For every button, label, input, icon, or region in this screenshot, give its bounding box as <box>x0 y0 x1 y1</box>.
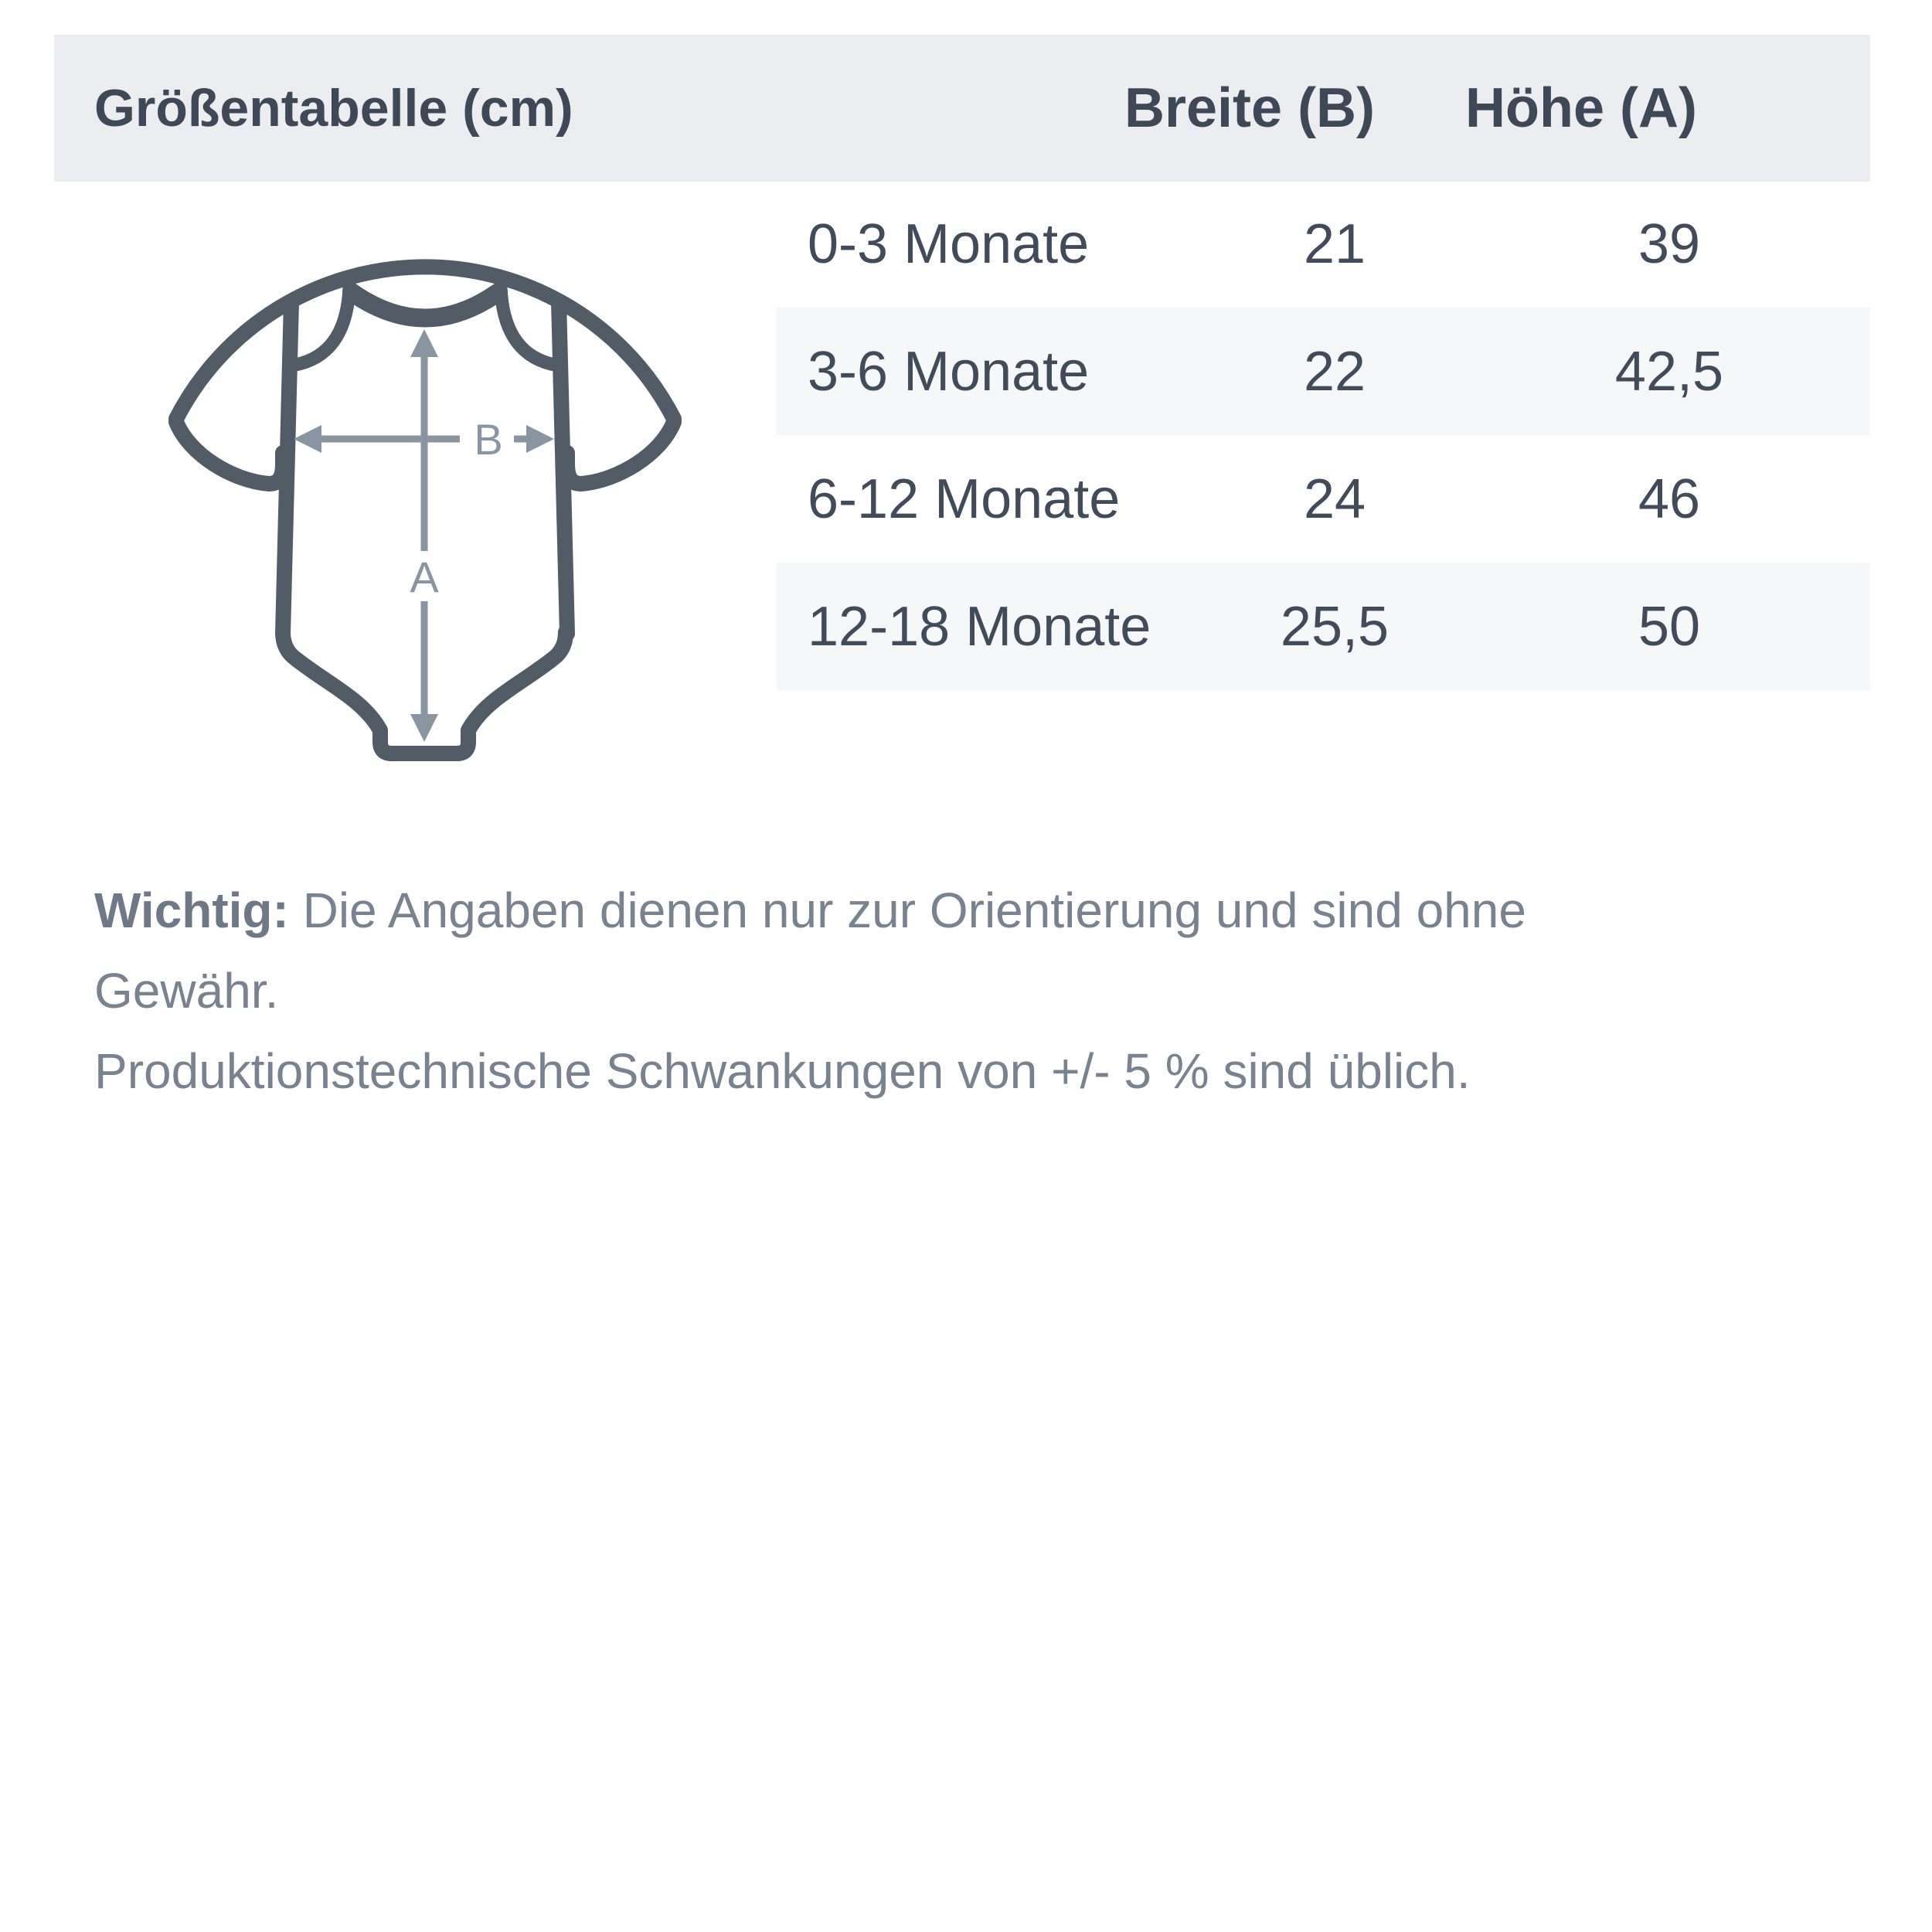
size-label: 3-6 Monate <box>808 340 1090 403</box>
size-table <box>777 180 1870 690</box>
table-row <box>777 180 1870 308</box>
width-value: 24 <box>1303 468 1366 530</box>
table-header-band <box>54 35 1870 182</box>
size-label: 12-18 Monate <box>808 595 1151 658</box>
disclaimer-note <box>94 870 1609 1111</box>
height-value: 42,5 <box>1614 340 1724 403</box>
table-row <box>777 308 1870 435</box>
disclaimer-line1: Die Angaben dienen nur zur Orientierung und sind ohne Gewähr. <box>94 883 1526 1019</box>
table-row <box>777 563 1870 690</box>
table-row <box>777 435 1870 563</box>
width-value: 21 <box>1303 213 1366 275</box>
neckline-band <box>352 292 498 318</box>
disclaimer-line2: Produktionstechnische Schwankungen von +/- 5 % sind üblich. <box>94 1043 1471 1099</box>
width-label-b: B <box>474 415 503 464</box>
size-label: 0-3 Monate <box>808 213 1090 275</box>
arrowhead-left <box>294 425 321 453</box>
column-header-width: Breite (B) <box>1124 77 1376 139</box>
height-value: 50 <box>1638 595 1701 658</box>
size-chart-title: Größentabelle (cm) <box>94 79 573 138</box>
arrowhead-right <box>526 425 554 453</box>
arrowhead-up <box>410 329 438 357</box>
height-label-a: A <box>410 553 439 601</box>
bodysuit-measurement-diagram <box>131 232 719 819</box>
right-sleeve-cuff <box>567 422 674 484</box>
height-value: 39 <box>1638 213 1701 275</box>
left-sleeve-cuff <box>176 422 283 484</box>
measurement-arrows <box>317 348 529 716</box>
left-body-edge <box>283 301 291 634</box>
width-value: 22 <box>1303 340 1366 403</box>
width-value: 25,5 <box>1280 595 1389 658</box>
column-header-height: Höhe (A) <box>1465 77 1697 139</box>
height-value: 46 <box>1638 468 1701 530</box>
arrowhead-down <box>410 714 438 742</box>
size-label: 6-12 Monate <box>808 468 1121 530</box>
right-body-edge <box>559 301 567 634</box>
disclaimer-label: Wichtig: <box>94 883 289 938</box>
